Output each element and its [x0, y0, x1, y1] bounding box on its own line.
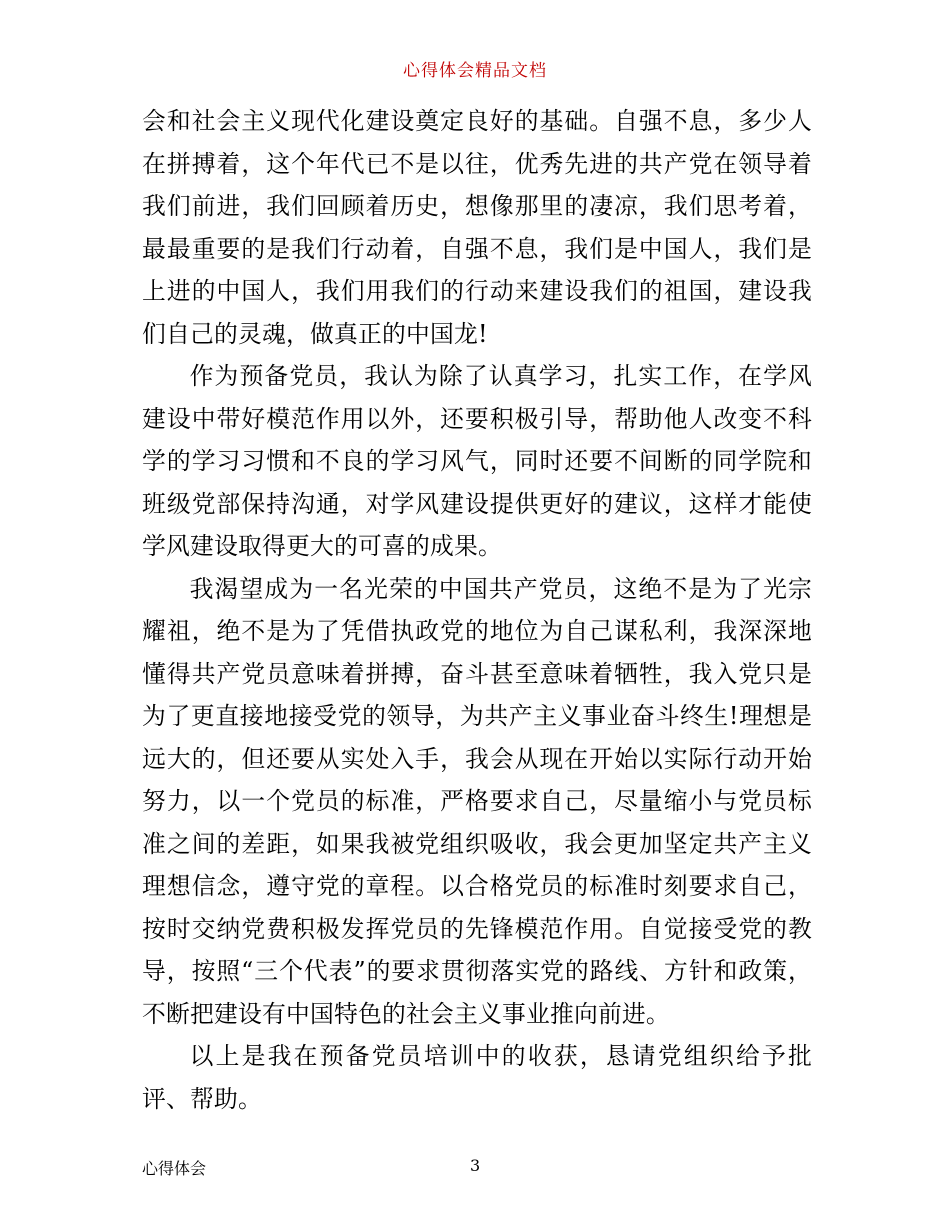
footer-label: 心得体会: [142, 1159, 207, 1178]
paragraph: 作为预备党员，我认为除了认真学习，扎实工作，在学风建设中带好模范作用以外，还要积极引导，帮助他人改变不科学的学习习惯和不良的学习风气，同时还要不间断的同学院和班级党部保持沟通，对学风建设提供更好的建议，这样才能使学风建设取得更大的可喜的成果。: [142, 362, 812, 560]
page-number: 3: [470, 1156, 481, 1175]
document-body: [142, 100, 812, 1120]
document-header-title: 心得体会精品文档: [403, 61, 547, 81]
paragraph-continuation: 会和社会主义现代化建设奠定良好的基础。自强不息，多少人在拼搏着，这个年代已不是以往，优秀先进的共产党在领导着我们前进，我们回顾着历史，想像那里的凄凉，我们思考着，最最重要的是我们行动着，自强不息，我们是中国人，我们是上进的中国人，我们用我们的行动来建设我们的祖国，建设我们自己的灵魂，做真正的中国龙!: [142, 107, 812, 348]
paragraph: 我渴望成为一名光荣的中国共产党员，这绝不是为了光宗耀祖，绝不是为了凭借执政党的地位为自己谋私利，我深深地懂得共产党员意味着拼搏，奋斗甚至意味着牺牲，我入党只是为了更直接地接受党的领导，为共产主义事业奋斗终生!理想是远大的，但还要从实处入手，我会从现在开始以实际行动开始努力，以一个党员的标准，严格要求自己，尽量缩小与党员标准之间的差距，如果我被党组织吸收，我会更加坚定共产主义理想信念，遵守党的章程。以合格党员的标准时刻要求自己，按时交纳党费积极发挥党员的先锋模范作用。自觉接受党的教导，按照“三个代表”的要求贯彻落实党的路线、方针和政策，不断把建设有中国特色的社会主义事业推向前进。: [142, 574, 812, 1028]
paragraph: 以上是我在预备党员培训中的收获，恳请党组织给予批评、帮助。: [142, 1042, 812, 1113]
